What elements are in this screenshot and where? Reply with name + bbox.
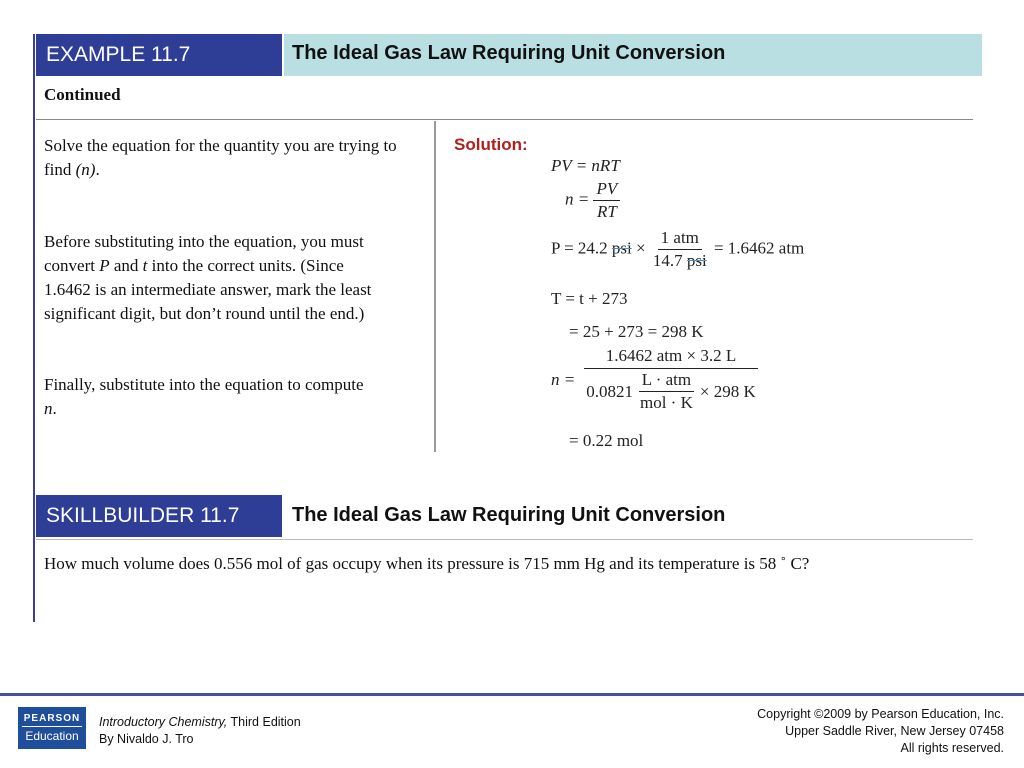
left-border-line	[33, 34, 35, 622]
solution-label	[454, 135, 528, 155]
equation-substitution-r-units-num: L · atm	[639, 370, 694, 392]
instruction-solve-var: (n)	[75, 160, 96, 179]
equation-substitution-den-r: 0.0821	[586, 381, 633, 401]
instruction-substitute-text: Finally, substitute into the equation to compute	[44, 375, 364, 394]
equation-pressure-lhs: P = 24.2	[551, 238, 608, 258]
instruction-convert	[44, 230, 394, 326]
equation-pressure-rhs: = 1.6462 atm	[713, 238, 805, 258]
instruction-convert-var-t: t	[142, 256, 148, 275]
skillbuilder-title: The Ideal Gas Law Requiring Unit Conversion	[292, 504, 726, 526]
equation-pressure-unit: psi	[611, 238, 632, 258]
column-divider	[434, 121, 436, 452]
pearson-logo	[18, 707, 86, 749]
equation-pressure-numerator: 1 atm	[658, 228, 702, 250]
equation-pressure-den-value: 14.7	[652, 251, 683, 270]
equation-pressure-den-unit: psi	[686, 251, 707, 270]
book-title: Introductory Chemistry,	[99, 715, 228, 729]
equation-ideal-gas: PV = nRT	[551, 156, 620, 175]
equation-solve-n-lhs: n =	[565, 189, 590, 209]
skillbuilder-tag	[36, 495, 282, 537]
equation-solve-n-denominator: RT	[596, 202, 617, 221]
book-info	[99, 714, 301, 748]
example-title: The Ideal Gas Law Requiring Unit Conversion	[292, 42, 726, 64]
equation-solve-n	[565, 179, 620, 222]
equation-pressure-denominator	[650, 250, 710, 271]
copyright-info	[757, 706, 1004, 757]
pearson-logo-rule	[22, 726, 82, 727]
example-divider	[36, 119, 973, 120]
equation-final-result: = 0.22 mol	[569, 431, 644, 450]
rights-line: All rights reserved.	[900, 741, 1004, 755]
equation-pressure-fraction	[650, 228, 710, 271]
book-author: By Nivaldo J. Tro	[99, 732, 194, 746]
instruction-substitute-var: n	[44, 399, 53, 418]
equation-substitution-fraction	[583, 346, 759, 413]
equation-substitution-numerator: 1.6462 atm × 3.2 L	[584, 346, 758, 369]
instruction-convert-text-b: into the correct units. (Since 1.6462 is an intermediate answer, mark the least significant digit, but don’t round until the end.)	[44, 256, 372, 323]
skillbuilder-tag-label: SKILLBUILDER 11.7	[46, 504, 240, 527]
equation-substitution-r-units-den: mol · K	[639, 393, 693, 412]
pearson-logo-top: PEARSON	[23, 713, 81, 724]
skillbuilder-divider	[36, 539, 973, 540]
instruction-convert-text-a: Before substituting into the equation, you must convert	[44, 232, 364, 275]
equation-temperature-result: = 25 + 273 = 298 K	[569, 322, 704, 341]
pearson-logo-bottom: Education	[25, 729, 79, 743]
instruction-convert-and: and	[109, 256, 143, 275]
equation-pressure-times: ×	[636, 238, 646, 258]
instruction-substitute	[44, 373, 374, 421]
footer-divider	[0, 693, 1024, 696]
book-edition: Third Edition	[227, 715, 301, 729]
solution-label-text: Solution	[454, 135, 522, 154]
instruction-solve-end: .	[95, 160, 100, 179]
equation-solve-n-numerator: PV	[593, 179, 620, 201]
skillbuilder-question: How much volume does 0.556 mol of gas occupy when its pressure is 715 mm Hg and its temperature is 58 ˚ C?	[44, 554, 810, 573]
instruction-substitute-end: .	[52, 399, 57, 418]
instruction-convert-var-p: P	[99, 256, 110, 275]
solution-label-colon: :	[521, 135, 528, 154]
equation-substitution-r-units	[637, 370, 696, 413]
equation-substitution-denominator	[583, 369, 759, 413]
equation-solve-n-fraction	[593, 179, 620, 222]
instruction-solve	[44, 134, 404, 182]
continued-label: Continued	[44, 85, 121, 104]
equation-substitution-lhs: n =	[551, 369, 576, 389]
example-tag-label: EXAMPLE 11.7	[46, 43, 191, 66]
copyright-line: Copyright ©2009 by Pearson Education, Inc.	[757, 707, 1004, 721]
address-line: Upper Saddle River, New Jersey 07458	[785, 724, 1004, 738]
example-tag	[36, 34, 282, 76]
equation-pressure-conversion	[551, 228, 804, 271]
equation-substitution	[551, 346, 759, 413]
instruction-solve-text: Solve the equation for the quantity you are trying to find	[44, 136, 397, 179]
equation-temperature: T = t + 273	[551, 289, 628, 308]
equation-substitution-den-t: × 298 K	[699, 381, 756, 401]
book-title-line	[99, 714, 301, 731]
